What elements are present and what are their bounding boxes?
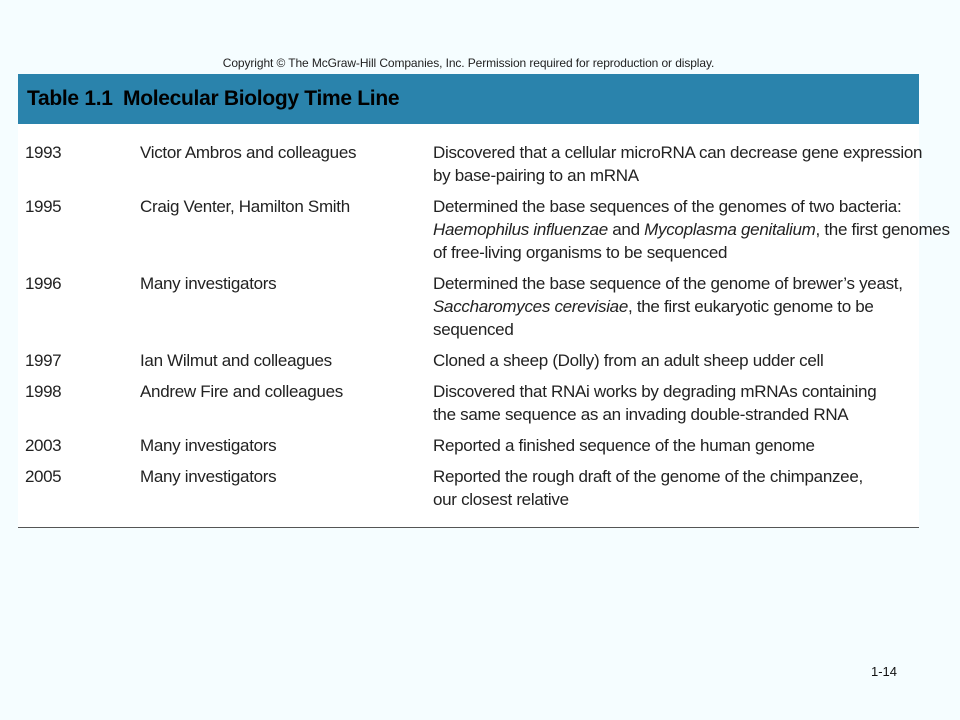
row-description (433, 195, 950, 264)
row-description (433, 349, 919, 372)
description-line: Reported a finished sequence of the human genome (433, 436, 815, 455)
description-line: Reported the rough draft of the genome of the chimpanzee, (433, 467, 863, 486)
description-line: the same sequence as an invading double-stranded RNA (433, 405, 849, 424)
copyright-notice: Copyright © The McGraw-Hill Companies, Inc. Permission required for reproduction or display. (222, 56, 715, 70)
row-investigators: Many investigators (140, 436, 277, 455)
row-description (433, 465, 919, 511)
row-year: 1993 (25, 143, 62, 162)
row-investigators: Andrew Fire and colleagues (140, 382, 343, 401)
description-line: Discovered that a cellular microRNA can decrease gene expression (433, 143, 923, 162)
table-title: Molecular Biology Time Line (123, 87, 400, 110)
description-line: Determined the base sequence of the genome of brewer’s yeast, (433, 274, 903, 293)
description-line: by base-pairing to an mRNA (433, 166, 639, 185)
row-investigators: Craig Venter, Hamilton Smith (140, 197, 350, 216)
timeline-table (18, 74, 950, 528)
row-year: 2003 (25, 436, 62, 455)
row-year: 2005 (25, 467, 62, 486)
description-line: of free-living organisms to be sequenced (433, 243, 728, 262)
description-line: Saccharomyces cerevisiae, the first eukaryotic genome to be (433, 297, 874, 316)
row-year: 1995 (25, 197, 62, 216)
row-description (433, 434, 919, 457)
description-line: sequenced (433, 320, 514, 339)
row-description (433, 272, 919, 341)
row-year: 1998 (25, 382, 62, 401)
row-year: 1997 (25, 351, 62, 370)
row-description (433, 380, 919, 426)
page-number: 1-14 (871, 664, 898, 679)
row-investigators: Ian Wilmut and colleagues (140, 351, 332, 370)
description-line: our closest relative (433, 490, 569, 509)
row-year: 1996 (25, 274, 62, 293)
description-line: Haemophilus influenzae and Mycoplasma genitalium, the first genomes (433, 220, 950, 239)
row-description (433, 141, 923, 187)
row-investigators: Many investigators (140, 467, 277, 486)
row-investigators: Victor Ambros and colleagues (140, 143, 357, 162)
description-line: Cloned a sheep (Dolly) from an adult sheep udder cell (433, 351, 824, 370)
table-number: Table 1.1 (27, 87, 113, 110)
table-title-bar (18, 74, 919, 124)
row-investigators: Many investigators (140, 274, 277, 293)
description-line: Determined the base sequences of the genomes of two bacteria: (433, 197, 902, 216)
description-line: Discovered that RNAi works by degrading mRNAs containing (433, 382, 877, 401)
